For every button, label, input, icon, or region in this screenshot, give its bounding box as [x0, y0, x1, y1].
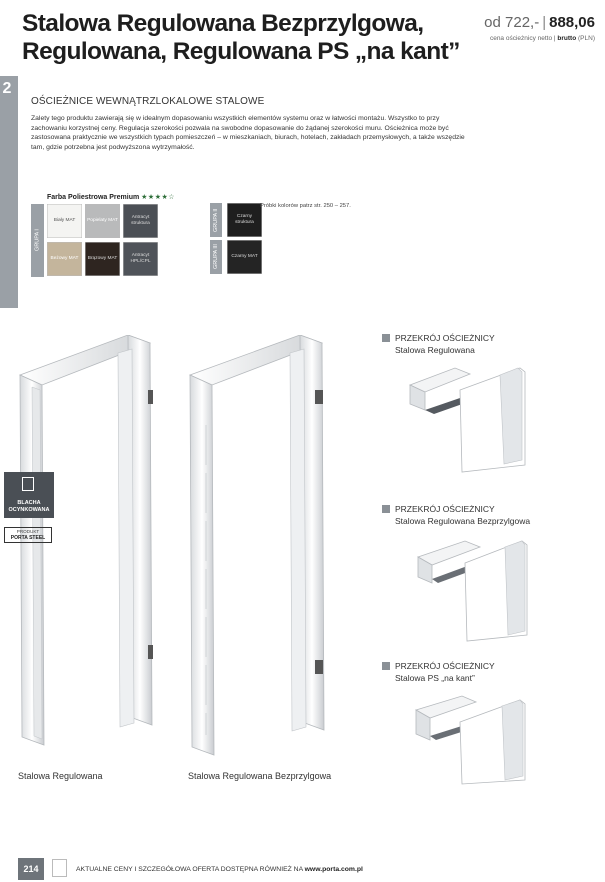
price-box: od 722,- | 888,06 cena ościeżnicy netto | brutto (PLN): [484, 14, 595, 42]
porta-footer-logo-icon: [52, 859, 67, 877]
product-badge: PRODUKT PORTA STEEL: [4, 527, 52, 543]
group-3-tab: GRUPA III: [210, 240, 222, 274]
rating-stars: ★★★★☆: [141, 194, 176, 201]
swatch-czarny-mat: Czarny MAT: [227, 240, 262, 274]
footer-text: AKTUALNE CENY I SZCZEGÓŁOWA OFERTA DOSTĘPNA RÓWNIEŻ NA www.porta.com.pl: [76, 866, 363, 873]
swatch-brązowy-mat: Brązowy MAT: [85, 242, 120, 276]
cross-section-2-heading: PRZEKRÓJ OŚCIEŻNICY Stalowa Regulowana Bezprzylgowa: [382, 503, 530, 527]
chapter-side-bar: [0, 76, 18, 308]
caption-frame-2: Stalowa Regulowana Bezprzylgowa: [188, 771, 332, 781]
cross-section-1-image: [400, 360, 530, 475]
price-note: cena ościeżnicy netto | brutto (PLN): [489, 35, 595, 42]
swatch-beżowy-mat: Beżowy MAT: [47, 242, 82, 276]
section-heading: OŚCIEŻNICE WEWNĄTRZLOKALOWE STALOWE: [31, 96, 265, 107]
swatch-czarny-struktura: Czarny struktura: [227, 203, 262, 237]
price-from: od 722,-: [484, 14, 540, 31]
group-2-tab: GRUPA II: [210, 203, 222, 237]
material-badge: BLACHA OCYNKOWANA: [4, 472, 54, 518]
swatch-popielaty-mat: Popielaty MAT: [85, 204, 120, 238]
swatch-biały-mat: Biały MAT: [47, 204, 82, 238]
sample-note: Próbki kolorów patrz str. 250 – 257.: [260, 203, 351, 209]
porta-logo-icon: [22, 477, 34, 491]
frame-stalowa-regulowana-bezprzylgowa: [190, 335, 324, 755]
page-title: Stalowa Regulowana Bezprzylgowa, Regulowana, Regulowana PS „na kant”: [22, 10, 460, 65]
swatch-antracyt-struktura: Antracyt struktura: [123, 204, 158, 238]
group-1-tab: GRUPA I: [31, 204, 44, 277]
cross-section-3-image: [410, 692, 535, 787]
swatch-antracyt-hpl-cpl: Antracyt HPL/CPL: [123, 242, 158, 276]
paint-title: Farba Poliestrowa Premium ★★★★☆: [47, 194, 176, 201]
chapter-marker: 2: [2, 80, 12, 97]
price-brutto: 888,06: [549, 14, 595, 31]
cross-section-2-image: [410, 535, 535, 645]
door-frames-illustration: [10, 335, 355, 765]
footer-url[interactable]: www.porta.com.pl: [304, 866, 363, 873]
page-number: 214: [18, 858, 44, 880]
caption-frame-1: Stalowa Regulowana: [18, 771, 103, 781]
section-description: Zalety tego produktu zawierają się w idealnym dopasowaniu wszystkich elementów systemu oraz w łatwości montażu. Wszystko to przy zachowaniu korzystnej ceny. Regulacja szerokości pozwala na swobodne dopasowanie do żądanej szerokości muru. Ościeżnica może być zastosowana praktycznie we wszystkich typach pomieszczeń – w mieszkaniach, biurach, hotelach, zakładach przemysłowych, a także wszędzie tam, gdzie potrzebna jest podwyższona wytrzymałość.: [31, 115, 465, 151]
cross-section-3-heading: PRZEKRÓJ OŚCIEŻNICY Stalowa PS „na kant”: [382, 660, 495, 684]
cross-section-1-heading: PRZEKRÓJ OŚCIEŻNICY Stalowa Regulowana: [382, 332, 495, 356]
